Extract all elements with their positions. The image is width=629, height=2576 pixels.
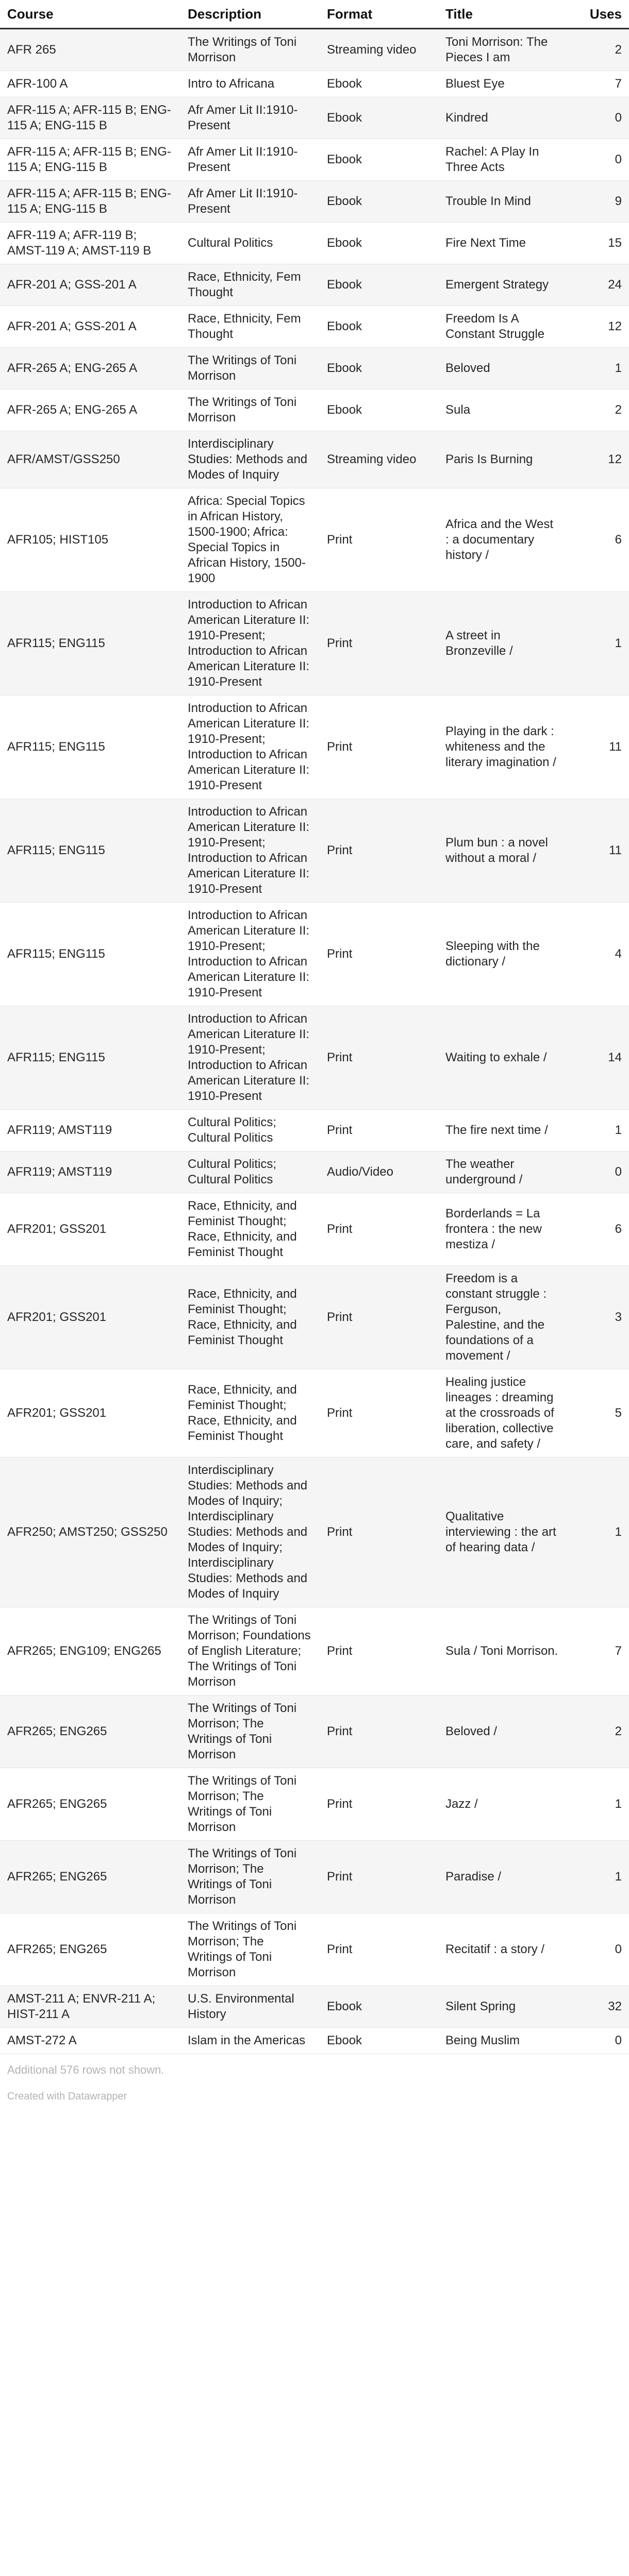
cell-description: Race, Ethnicity, Fem Thought [180, 264, 320, 306]
table-header-row [0, 0, 629, 29]
cell-course: AFR119; AMST119 [0, 1110, 180, 1151]
cell-description: The Writings of Toni Morrison; The Writings of Toni Morrison [180, 1768, 320, 1841]
cell-uses: 5 [567, 1369, 629, 1458]
column-header-uses[interactable]: Uses [567, 0, 629, 29]
cell-format: Ebook [320, 1986, 438, 2028]
cell-format: Print [320, 1696, 438, 1768]
table-row [0, 71, 629, 97]
cell-description: Introduction to African American Literature II: 1910-Present; Introduction to African American Literature II: 1910-Present [180, 696, 320, 799]
cell-description: Afr Amer Lit II:1910-Present [180, 181, 320, 223]
cell-uses: 0 [567, 139, 629, 181]
cell-description: Introduction to African American Literature II: 1910-Present; Introduction to African American Literature II: 1910-Present [180, 1006, 320, 1110]
cell-uses: 1 [567, 1841, 629, 1913]
cell-course: AFR265; ENG109; ENG265 [0, 1607, 180, 1696]
cell-uses: 15 [567, 223, 629, 264]
cell-format: Audio/Video [320, 1151, 438, 1193]
cell-course: AFR201; GSS201 [0, 1369, 180, 1458]
cell-description: Islam in the Americas [180, 2028, 320, 2054]
cell-uses: 2 [567, 389, 629, 431]
table-row [0, 2028, 629, 2054]
cell-course: AFR105; HIST105 [0, 488, 180, 592]
cell-format: Print [320, 903, 438, 1006]
cell-format: Streaming video [320, 29, 438, 71]
cell-title: Fire Next Time [438, 223, 567, 264]
table-row [0, 181, 629, 223]
table-row [0, 1266, 629, 1369]
cell-uses: 6 [567, 488, 629, 592]
cell-title: Trouble In Mind [438, 181, 567, 223]
cell-description: Introduction to African American Literature II: 1910-Present; Introduction to African American Literature II: 1910-Present [180, 592, 320, 696]
cell-course: AFR115; ENG115 [0, 799, 180, 903]
cell-description: The Writings of Toni Morrison; Foundations of English Literature; The Writings of Toni Morrison [180, 1607, 320, 1696]
cell-title: Toni Morrison: The Pieces I am [438, 29, 567, 71]
cell-description: The Writings of Toni Morrison [180, 348, 320, 389]
column-header-course[interactable]: Course [0, 0, 180, 29]
cell-course: AFR265; ENG265 [0, 1768, 180, 1841]
cell-title: Sleeping with the dictionary / [438, 903, 567, 1006]
cell-course: AFR-265 A; ENG-265 A [0, 389, 180, 431]
cell-description: U.S. Environmental History [180, 1986, 320, 2028]
cell-title: Healing justice lineages : dreaming at the crossroads of liberation, collective care, and safety / [438, 1369, 567, 1458]
cell-uses: 24 [567, 264, 629, 306]
cell-uses: 2 [567, 29, 629, 71]
table-row [0, 1607, 629, 1696]
cell-title: Borderlands = La frontera : the new mestiza / [438, 1193, 567, 1266]
cell-course: AFR/AMST/GSS250 [0, 431, 180, 488]
table-row [0, 1696, 629, 1768]
cell-uses: 14 [567, 1006, 629, 1110]
cell-uses: 0 [567, 1151, 629, 1193]
cell-uses: 9 [567, 181, 629, 223]
cell-title: Qualitative interviewing : the art of hearing data / [438, 1458, 567, 1607]
cell-format: Print [320, 488, 438, 592]
column-header-description[interactable]: Description [180, 0, 320, 29]
cell-uses: 1 [567, 1768, 629, 1841]
table-row [0, 1458, 629, 1607]
cell-format: Ebook [320, 306, 438, 348]
cell-course: AFR-115 A; AFR-115 B; ENG-115 A; ENG-115 B [0, 181, 180, 223]
table-row [0, 1768, 629, 1841]
cell-description: Interdisciplinary Studies: Methods and Modes of Inquiry; Interdisciplinary Studies: Methods and Modes of Inquiry; Interdisciplinary Studies: Methods and Modes of Inquiry [180, 1458, 320, 1607]
cell-course: AFR265; ENG265 [0, 1841, 180, 1913]
cell-description: Introduction to African American Literature II: 1910-Present; Introduction to African American Literature II: 1910-Present [180, 903, 320, 1006]
cell-description: Intro to Africana [180, 71, 320, 97]
cell-title: Jazz / [438, 1768, 567, 1841]
cell-format: Streaming video [320, 431, 438, 488]
cell-title: Sula [438, 389, 567, 431]
cell-title: Silent Spring [438, 1986, 567, 2028]
cell-title: Freedom Is A Constant Struggle [438, 306, 567, 348]
table-row [0, 348, 629, 389]
cell-course: AFR119; AMST119 [0, 1151, 180, 1193]
cell-uses: 2 [567, 1696, 629, 1768]
cell-format: Print [320, 696, 438, 799]
cell-title: Rachel: A Play In Three Acts [438, 139, 567, 181]
cell-course: AMST-211 A; ENVR-211 A; HIST-211 A [0, 1986, 180, 2028]
cell-course: AMST-272 A [0, 2028, 180, 2054]
cell-uses: 7 [567, 71, 629, 97]
cell-title: Emergent Strategy [438, 264, 567, 306]
cell-uses: 32 [567, 1986, 629, 2028]
cell-format: Ebook [320, 348, 438, 389]
cell-description: The Writings of Toni Morrison [180, 29, 320, 71]
cell-description: Race, Ethnicity, and Feminist Thought; Race, Ethnicity, and Feminist Thought [180, 1193, 320, 1266]
cell-title: Plum bun : a novel without a moral / [438, 799, 567, 903]
cell-course: AFR250; AMST250; GSS250 [0, 1458, 180, 1607]
cell-format: Print [320, 1458, 438, 1607]
cell-format: Ebook [320, 2028, 438, 2054]
cell-description: Interdisciplinary Studies: Methods and Modes of Inquiry [180, 431, 320, 488]
table-row [0, 1110, 629, 1151]
cell-format: Print [320, 1768, 438, 1841]
cell-description: Afr Amer Lit II:1910-Present [180, 139, 320, 181]
cell-uses: 1 [567, 1458, 629, 1607]
cell-course: AFR265; ENG265 [0, 1913, 180, 1986]
cell-format: Ebook [320, 264, 438, 306]
cell-course: AFR115; ENG115 [0, 903, 180, 1006]
table-row [0, 1006, 629, 1110]
cell-description: Cultural Politics [180, 223, 320, 264]
cell-description: Cultural Politics; Cultural Politics [180, 1151, 320, 1193]
cell-course: AFR115; ENG115 [0, 592, 180, 696]
cell-title: Recitatif : a story / [438, 1913, 567, 1986]
column-header-format[interactable]: Format [320, 0, 438, 29]
cell-title: A street in Bronzeville / [438, 592, 567, 696]
cell-course: AFR-115 A; AFR-115 B; ENG-115 A; ENG-115 B [0, 97, 180, 139]
cell-title: Africa and the West : a documentary history / [438, 488, 567, 592]
cell-description: Cultural Politics; Cultural Politics [180, 1110, 320, 1151]
chart-footer [0, 2054, 629, 2104]
cell-format: Ebook [320, 71, 438, 97]
table-row [0, 389, 629, 431]
cell-uses: 7 [567, 1607, 629, 1696]
cell-title: Paradise / [438, 1841, 567, 1913]
cell-format: Print [320, 1369, 438, 1458]
cell-course: AFR201; GSS201 [0, 1266, 180, 1369]
cell-format: Ebook [320, 389, 438, 431]
table-row [0, 97, 629, 139]
cell-course: AFR265; ENG265 [0, 1696, 180, 1768]
cell-title: Playing in the dark : whiteness and the literary imagination / [438, 696, 567, 799]
cell-uses: 11 [567, 696, 629, 799]
cell-format: Print [320, 592, 438, 696]
cell-format: Print [320, 1607, 438, 1696]
table-row [0, 306, 629, 348]
cell-course: AFR201; GSS201 [0, 1193, 180, 1266]
cell-title: Kindred [438, 97, 567, 139]
cell-title: Sula / Toni Morrison. [438, 1607, 567, 1696]
cell-uses: 6 [567, 1193, 629, 1266]
cell-uses: 1 [567, 592, 629, 696]
cell-format: Print [320, 1006, 438, 1110]
table-row [0, 264, 629, 306]
table-row [0, 1369, 629, 1458]
table-row [0, 1986, 629, 2028]
cell-title: The fire next time / [438, 1110, 567, 1151]
cell-description: The Writings of Toni Morrison; The Writings of Toni Morrison [180, 1696, 320, 1768]
cell-format: Print [320, 1193, 438, 1266]
cell-format: Ebook [320, 223, 438, 264]
cell-title: Waiting to exhale / [438, 1006, 567, 1110]
cell-course: AFR-100 A [0, 71, 180, 97]
cell-uses: 11 [567, 799, 629, 903]
cell-title: Freedom is a constant struggle : Ferguson, Palestine, and the foundations of a movement / [438, 1266, 567, 1369]
cell-uses: 0 [567, 2028, 629, 2054]
cell-course: AFR-201 A; GSS-201 A [0, 306, 180, 348]
cell-description: The Writings of Toni Morrison; The Writings of Toni Morrison [180, 1913, 320, 1986]
cell-description: Race, Ethnicity, and Feminist Thought; Race, Ethnicity, and Feminist Thought [180, 1266, 320, 1369]
cell-uses: 0 [567, 97, 629, 139]
cell-format: Print [320, 1266, 438, 1369]
cell-format: Ebook [320, 139, 438, 181]
cell-uses: 3 [567, 1266, 629, 1369]
cell-title: Beloved [438, 348, 567, 389]
cell-title: Beloved / [438, 1696, 567, 1768]
cell-description: Introduction to African American Literature II: 1910-Present; Introduction to African American Literature II: 1910-Present [180, 799, 320, 903]
cell-format: Print [320, 1913, 438, 1986]
cell-uses: 12 [567, 431, 629, 488]
table-row [0, 1151, 629, 1193]
cell-format: Ebook [320, 181, 438, 223]
cell-course: AFR115; ENG115 [0, 696, 180, 799]
table-row [0, 139, 629, 181]
cell-title: The weather underground / [438, 1151, 567, 1193]
table-row [0, 1913, 629, 1986]
table-row [0, 223, 629, 264]
cell-course: AFR-201 A; GSS-201 A [0, 264, 180, 306]
table-row [0, 903, 629, 1006]
table-body [0, 29, 629, 2054]
table-row [0, 799, 629, 903]
cell-format: Print [320, 799, 438, 903]
cell-format: Print [320, 1110, 438, 1151]
cell-format: Print [320, 1841, 438, 1913]
cell-description: The Writings of Toni Morrison; The Writings of Toni Morrison [180, 1841, 320, 1913]
cell-title: Being Muslim [438, 2028, 567, 2054]
column-header-title[interactable]: Title [438, 0, 567, 29]
datawrapper-credit: Created with Datawrapper [7, 2091, 127, 2102]
cell-description: Race, Ethnicity, and Feminist Thought; Race, Ethnicity, and Feminist Thought [180, 1369, 320, 1458]
cell-description: Africa: Special Topics in African History, 1500-1900; Africa: Special Topics in African History, 1500-1900 [180, 488, 320, 592]
cell-description: Race, Ethnicity, Fem Thought [180, 306, 320, 348]
rows-not-shown-note: Additional 576 rows not shown. [7, 2063, 164, 2076]
table-row [0, 696, 629, 799]
table-row [0, 1841, 629, 1913]
cell-title: Bluest Eye [438, 71, 567, 97]
table-row [0, 431, 629, 488]
cell-course: AFR-119 A; AFR-119 B; AMST-119 A; AMST-119 B [0, 223, 180, 264]
cell-uses: 12 [567, 306, 629, 348]
cell-uses: 1 [567, 348, 629, 389]
cell-course: AFR-115 A; AFR-115 B; ENG-115 A; ENG-115 B [0, 139, 180, 181]
cell-title: Paris Is Burning [438, 431, 567, 488]
cell-uses: 0 [567, 1913, 629, 1986]
table-row [0, 592, 629, 696]
cell-course: AFR 265 [0, 29, 180, 71]
cell-uses: 1 [567, 1110, 629, 1151]
cell-course: AFR-265 A; ENG-265 A [0, 348, 180, 389]
cell-description: The Writings of Toni Morrison [180, 389, 320, 431]
table-row [0, 488, 629, 592]
cell-uses: 4 [567, 903, 629, 1006]
table-row [0, 29, 629, 71]
table-row [0, 1193, 629, 1266]
cell-format: Ebook [320, 97, 438, 139]
cell-course: AFR115; ENG115 [0, 1006, 180, 1110]
cell-description: Afr Amer Lit II:1910-Present [180, 97, 320, 139]
